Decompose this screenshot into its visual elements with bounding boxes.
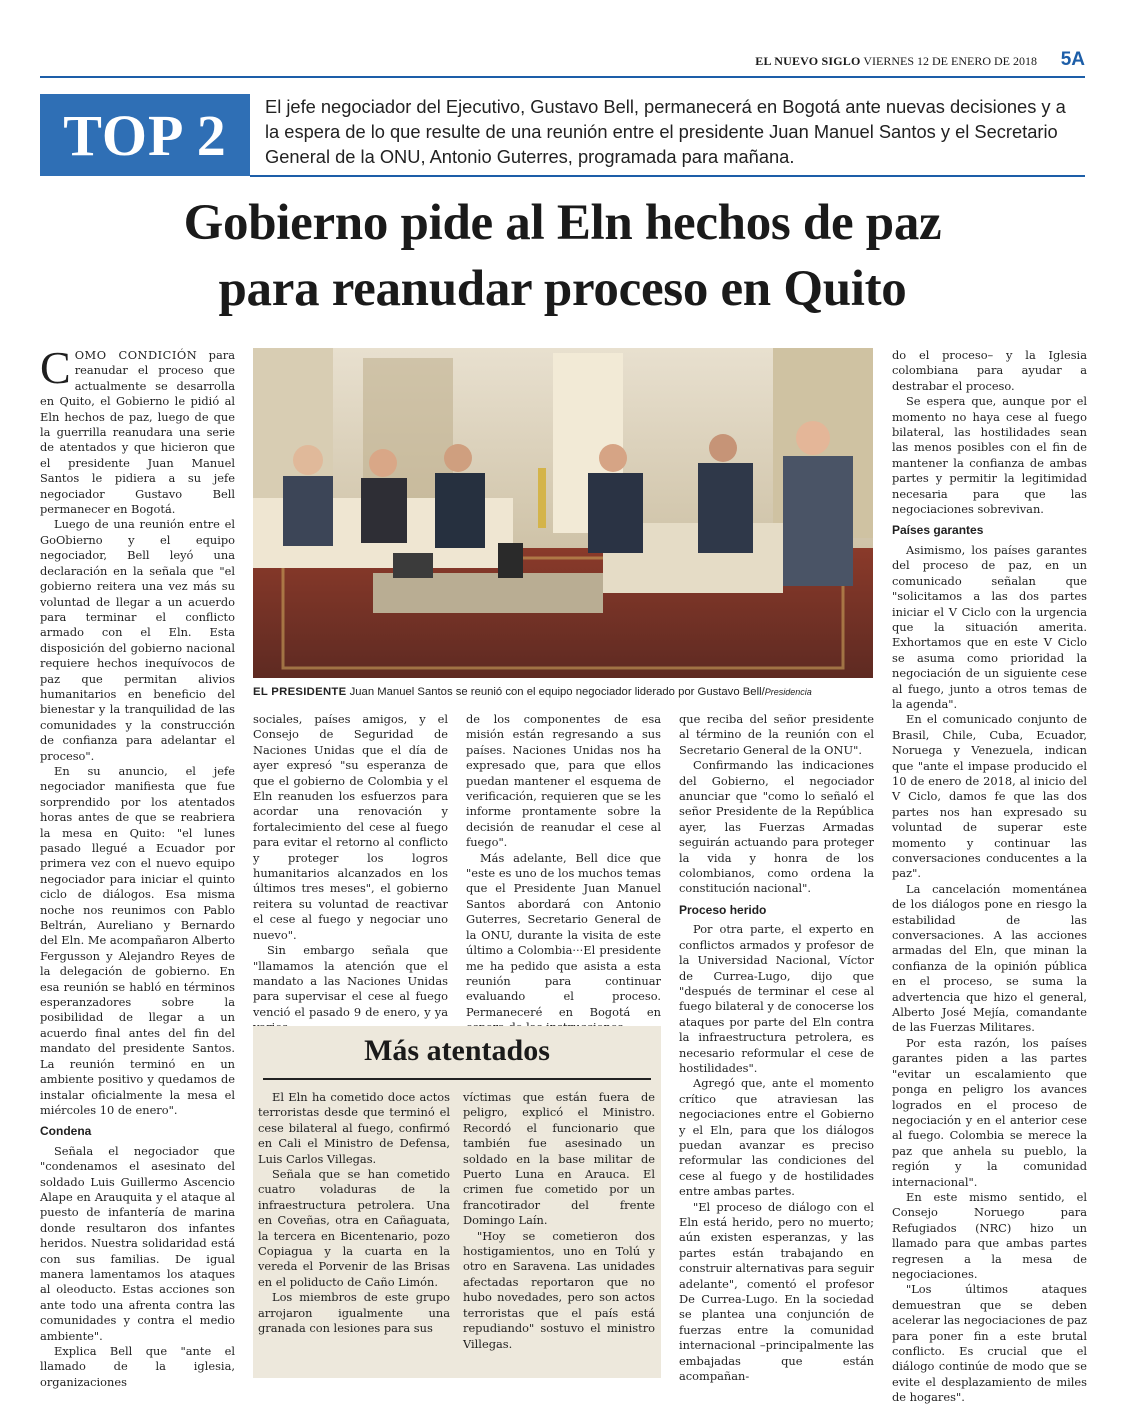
paragraph: Sin embargo señala que "llamamos la atención que el mandato a las Naciones Unidas para supervisar el cese al fuego venció el pasado 9 de enero, y ya [253,943,448,1019]
paragraph: "Los últimos ataques demuestran que se deben acelerar las negociaciones de paz para poner fin a este brutal conflicto. Es crucial que el diálogo continúe de modo que se evite el desplazamiento de miles de hogares". [892,1282,1087,1405]
article-column-3 [466,712,661,1019]
paragraph: Por esta razón, los países garantes piden a las partes "evitar un escalamiento que ponga en peligro los avances logrados en el proceso de negociación y en el anterior cese al fuego. Colombia se merece la paz que anhela su pueblo, la región y la comunidad internacional". [892,1035,1087,1189]
paragraph: Se espera que, aunque por el momento no haya cese al fuego bilateral, las hostilidades sean las menos posibles con el fin de mantener la confianza de ambas partes y permitir la legitimidad necesaria para que las negociaciones sobrevivan. [892,394,1087,517]
article-column-1 [40,342,235,1389]
paper-name: EL NUEVO SIGLO [755,54,861,68]
paragraph: Señala que se han cometido cuatro voladuras de la infraestructura petrolera. Una en Coveñas, otra en Cañaguata, la tercera en Bicentenario, pozo Copiagua y la cuarta en la vereda el Porvenir de las Brisas en el poliducto de Caño Limón. [258,1167,450,1289]
inset-title: Más atentados [364,1034,550,1067]
subheading-paises-garantes: Países garantes [892,523,984,538]
paragraph: que reciba del señor presidente al término de la reunión con el Secretario General de la ONU". [679,712,874,757]
masthead [755,54,1037,69]
inset-column-1 [258,1090,450,1375]
top-rule [250,175,1085,177]
paragraph: Confirmando las indicaciones del Gobierno, el negociador anunciar que "como lo señaló el señor Presidente de la República ayer, las Fuerzas Armadas seguirán actuando para proteger la vida y honra de los colombianos, como ordena la constitución nacional". [679,758,874,896]
paragraph: La cancelación momentánea de los diálogos pone en riesgo la estabilidad de las conversaciones. A las acciones armadas del Eln, que minan la confianza de la opinión pública en el proceso, se suma la advertencia que hizo el general, Alberto José Mejía, comandante de las Fuerzas Militares. [892,881,1087,1035]
paragraph: En este mismo sentido, el Consejo Noruego para Refugiados (NRC) hizo un llamado para que ambas partes regresen a la mesa de negociaciones. [892,1189,1087,1281]
caption-text: Juan Manuel Santos se reunió con el equipo negociador liderado por Gustavo Bell/ [346,686,765,698]
meeting-photo [253,348,873,678]
paragraph: Más adelante, Bell dice que "este es uno de los muchos temas que el Presidente Juan Manuel Santos abordará con Antonio Guterres, Secretario General de la ONU, durante la visita de este último a Colombia···El presidente me ha pedido que asista a esta reunión para continuar evaluando el proceso. Permaneceré en Bogotá en [466,850,661,1019]
paragraph: Asimismo, los países garantes del proceso de paz, en un comunicado señalan que "solicitamos a las dos partes iniciar el V Ciclo con la urgencia que la situación amerita. Exhortamos que en este V Ciclo se asuma como prioridad la negociación de un siguiente cese al fuego, junto a otros temas de la agenda". [892,542,1087,711]
paragraph: Agregó que, ante el momento crítico que atraviesan las negociaciones entre el Gobierno y el Eln, para que los diálogos puedan avanzar es preciso reformular las condiciones del cese al fuego y de hostilidades entre ambas partes. [679,1076,874,1199]
page-number: 5A [1060,49,1085,70]
paragraph: El Eln ha cometido doce actos terroristas desde que terminó el cese bilateral al fuego, confirmó en Cali el Ministro de Defensa, Luis Carlos Villegas. [258,1090,450,1166]
meeting-photo-illustration [253,348,873,678]
inset-column-2 [463,1090,655,1375]
paragraph: de los componentes de esa misión están regresando a sus países. Naciones Unidas nos ha expresado que, para que ellos puedan mantener el esquema de verificación, requieren que se les informe prontamente sobre la decisión de reanudar el cese al fuego". [466,712,661,850]
article-column-2 [253,712,448,1019]
paragraph: Los miembros de este grupo arrojaron igualmente una granada con lesiones para sus [258,1290,450,1336]
paragraph: En el comunicado conjunto de Brasil, Chile, Cuba, Ecuador, Noruega y Venezuela, indican que "ante el impase producido el 10 de enero de 2018, al inicio del V Ciclo, damos fe que las dos partes nos han expresado su voluntad de superar este momento y continuar las conversaciones conducentes a la paz". [892,712,1087,881]
headline-line-2: para reanudar proceso en Quito [218,261,907,317]
paragraph: víctimas que están fuera de peligro, explicó el Ministro. Recordó el funcionario que también fue asesinado un soldado en la base militar de Puerto Luna en Arauca. El crimen fue cometido por un francotirador del frente Domingo Laín. [463,1090,655,1228]
paragraph: "Hoy se cometieron dos hostigamientos, uno en Tolú y otro en Saravena. Las unidades afectadas reportaron que no hubo novedades, pero son actos terroristas que el país está repudiando" sostuvo el ministro Villegas. [463,1228,655,1351]
inset-rule [263,1078,651,1080]
headline-line-1: Gobierno pide al Eln hechos de paz [183,195,942,251]
subheading-proceso-herido: Proceso herido [679,902,767,917]
paragraph: do el proceso– y la Iglesia colombiana para ayudar a destrabar el proceso. [892,348,1087,393]
header-rule [40,76,1085,78]
paragraph: Por otra parte, el experto en conflictos armados y profesor de la Universidad Nacional, Víctor de Currea-Lugo, dijo que "después de terminar el cese al fuego bilateral y de conocerse los ataques por parte del Eln contra la infraestructura petrolera, es necesario reformular el cese de hostilidades". [679,922,874,1075]
paragraph: Explica Bell que "ante el llamado de la iglesia, organizaciones [40,1344,235,1389]
top-summary: El jefe negociador del Ejecutivo, Gustavo Bell, permanecerá en Bogotá ante nuevas decisiones y a la espera de lo que resulte de una reunión entre el presidente Juan Manuel Santos y el Secretario General de la ONU, Antonio Guterres, programada para mañana. [265,96,1066,167]
subheading-condena: Condena [40,1124,92,1139]
paragraph: Luego de una reunión entre el GoObierno y el equipo negociador, Bell leyó una declaración en la señala que "el gobierno reitera una vez más su voluntad de llegar a un acuerdo para terminar el conflicto armado con el Eln. Esta disposición del gobierno nacional requiere hechos inequívocos de paz que permitan alivios humanitarios en beneficio del bienestar y la tranquilidad de las comunidades y la construcción de confianza para adelantar el proceso". [40,517,235,763]
paragraph: sociales, países amigos, y el Consejo de Seguridad de Naciones Unidas que el día de ayer expresó "su esperanza de que el gobierno de Colombia y el Eln reanuden los esfuerzos para acordar una renovación y fortalecimiento del cese al fuego para evitar el retorno al conflicto y proteger los logros humanitarios alcanzados en los últimos tres meses", el gobierno reitera su voluntad de reactivar el cese al fuego y negociar uno nuevo". [253,712,448,942]
headline [40,190,1085,322]
drop-cap: C [40,342,71,393]
paragraph: "El proceso de diálogo con el Eln está herido, pero no muerto; aún existen esperanzas, y las partes están trabajando en construir alternativas para seguir adelante", comentó el profesor De Currea-Lugo. En la sociedad se plantea una conjunción de fuerzas entre la comunidad internacional –principalmente las embajadas que están acompañan- [679,1199,874,1384]
lead-smallcaps: OMO CONDICIÓN [74,348,198,362]
photo-caption [253,686,873,698]
article-column-4 [679,712,874,1384]
article-column-5 [892,348,1087,1405]
top-label-box: TOP 2 [40,94,250,176]
issue-date: VIERNES 12 DE ENERO DE 2018 [863,54,1037,68]
paragraph: Señala el negociador que "condenamos el asesinato del soldado Luis Guillermo Ascencio Alape en Arauquita y el ataque al puesto de infantería de marina donde resultaron dos infantes heridos. Nuestra solidaridad está con sus familias. De igual manera lamentamos los ataques al oleoducto. Estas acciones son ante todo una afrenta contra las comunidades y contra el medio ambiente". [40,1143,235,1343]
lead-paragraph: para reanudar el proceso que actualmente se desarrolla en Quito, el Gobierno le pidió al Eln hechos de paz, luego de que la guerrilla reanudara una serie de atentados y que hicieron que el presidente Juan Manuel Santos le pidiera a su jefe negociador Gustavo Bell permanecer en Bogotá. [40,348,235,517]
caption-lead: EL PRESIDENTE [253,686,347,698]
photo-credit: Presidencia [764,687,812,697]
paragraph: En su anuncio, el jefe negociador manifiesta que fue sorprendido por los atentados horas antes de que se reabriera la mesa en Quito: "el lunes pasado llegué a Ecuador por primera vez con el nuevo equipo negociador para iniciar el quinto ciclo de diálogos. Esa misma noche nos reunimos con Pablo Beltrán, Aureliano y Bernardo del Eln. Me acompañaron Alberto Fergusson y Alejandro Reyes de la delegación de gobierno. En esa reunión se habló en términos esperanzadores sobre la posibilidad de llegar a un acuerdo final antes del fin del mandato del presidente Santos. La reunión terminó en un ambiente positivo y quedamos de instalar oficialmente la mesa el miércoles 10 de enero". [40,763,235,1117]
